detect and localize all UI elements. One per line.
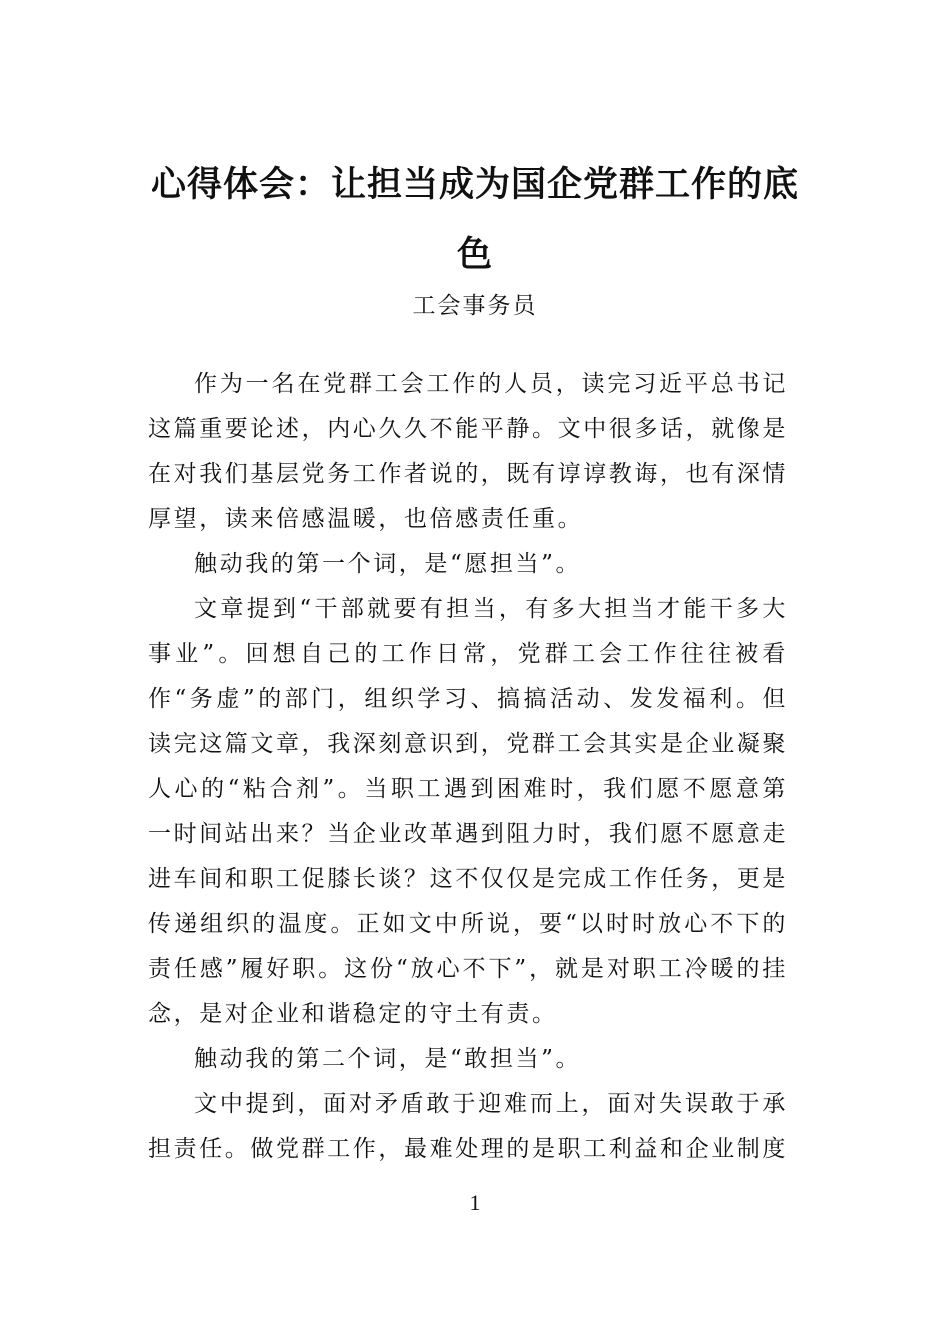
page-title: 心得体会：让担当成为国企党群工作的底色 bbox=[150, 164, 799, 275]
paragraph-first-keyword: 触动我的第一个词，是“愿担当”。 bbox=[194, 551, 582, 577]
paragraph-willing-to-take-responsibility: 文章提到“干部就要有担当，有多大担当才能干多大事业”。回想自己的工作日常，党群工会工作往往被看作“务虚”的部门，组织学习、搞搞活动、发发福利。但读完这篇文章，我深刻意识到，党群工会其实是企业凝聚人心的“粘合剂”。当职工遇到困难时，我们愿不愿意第一时间站出来？当企业改革遇到阻力时，我们愿不愿意走进车间和职工促膝长谈？这不仅仅是完成工作任务，更是传递组织的温度。正如文中所说，要“以时时放心不下的责任感”履好职。这份“放心不下”，就是对职工冷暖的挂念，是对企业和谐稳定的守土有责。 bbox=[148, 596, 788, 1027]
body-text bbox=[148, 362, 788, 1172]
paragraph-intro: 作为一名在党群工会工作的人员，读完习近平总书记这篇重要论述，内心久久不能平静。文中很多话，就像是在对我们基层党务工作者说的，既有谆谆教诲，也有深情厚望，读来倍感温暖，也倍感责任重。 bbox=[148, 371, 788, 532]
page-number: 1 bbox=[469, 1190, 481, 1215]
paragraph-second-keyword: 触动我的第二个词，是“敢担当”。 bbox=[194, 1046, 582, 1072]
author-line: 工会事务员 bbox=[412, 293, 538, 319]
paragraph-dare-to-take-responsibility: 文中提到，面对矛盾敢于迎难而上，面对失误敢于承担责任。做党群工作，最难处理的是职工利益和企业制度 bbox=[148, 1091, 788, 1162]
